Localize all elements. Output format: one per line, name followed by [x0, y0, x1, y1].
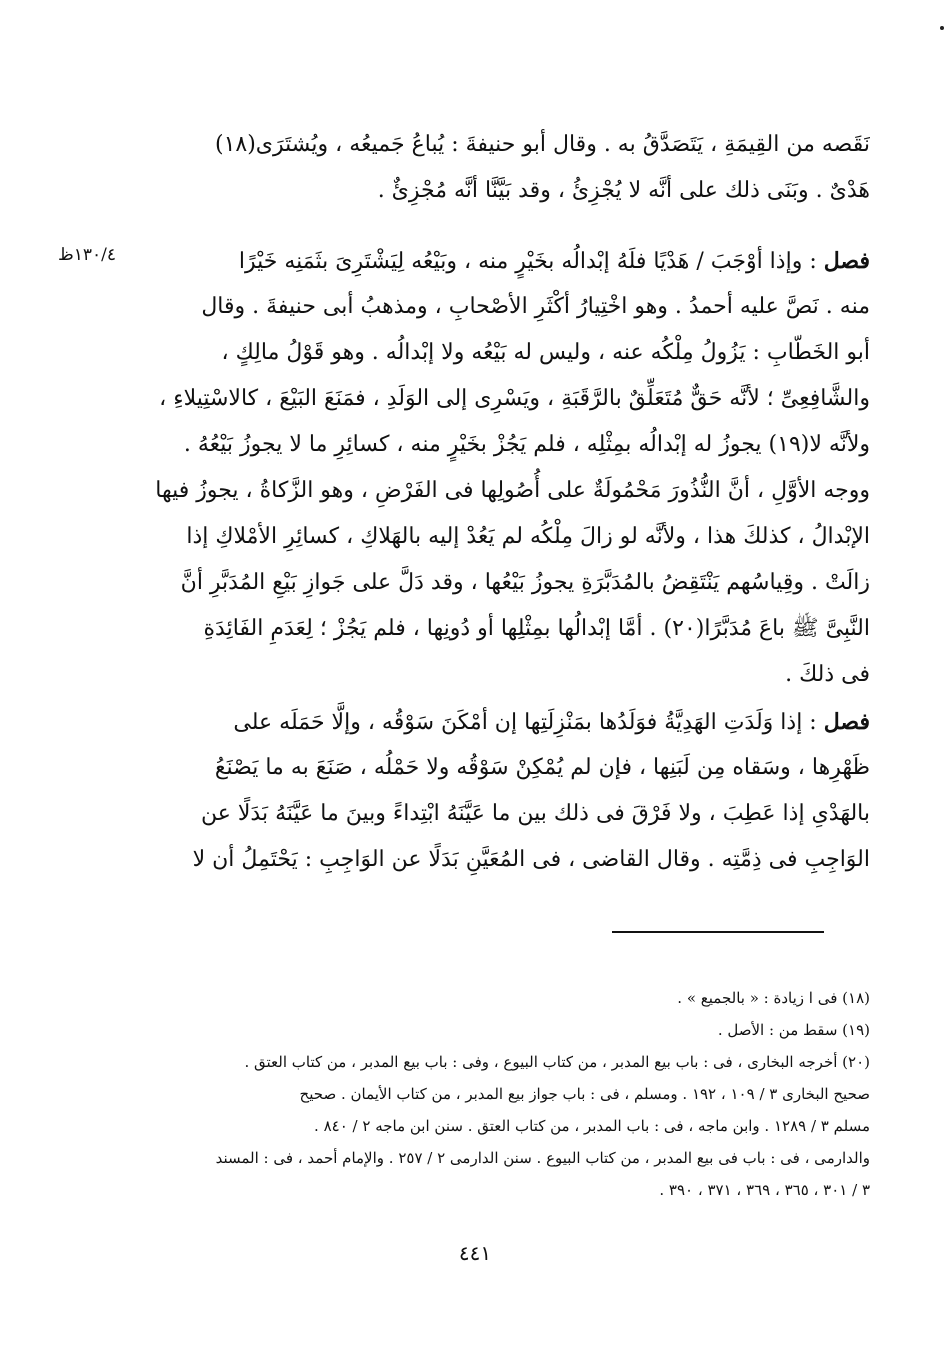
- text-line: والشَّافِعِىِّ ؛ لأنَّه حَقٌّ مُتَعَلِّقٌ بالرَّقَبَةِ ، ويَسْرِى إلى الوَلَدِ ، فمَنَعَ البَيْعَ ، كالاسْتِيلاءِ ،: [159, 386, 870, 411]
- page-number: ٤٤١: [458, 1241, 492, 1265]
- footnote-line: (٢٠) أخرجه البخارى ، فى : باب بيع المدبر ، من كتاب البيوع ، وفى : باب بيع المدبر ، من كتاب العتق .: [244, 1053, 870, 1071]
- section-heading: فصل: [823, 248, 870, 274]
- text-line: هَدْىٌ . وبَنَى ذلك على أنَّه لا يُجْزِئُ ، وقد بَيَّنَّا أنَّه مُجْزِئٌ .: [377, 178, 870, 203]
- text-line: ولأنَّه لا(١٩) يجوزُ له إبْدالُه بمِثْلِه ، فلم يَجُزْ بخَيْرٍ منه ، كسائِرِ ما لا يجوزُ بَيْعُهُ .: [183, 432, 870, 457]
- footnotes: [150, 982, 870, 1206]
- text-line: فى ذلكَ .: [785, 662, 870, 687]
- footnote-line: ٣ / ٣٠١ ، ٣٦٥ ، ٣٦٩ ، ٣٧١ ، ٣٩٠ .: [659, 1181, 870, 1199]
- text-line-rest: : وإذا أوْجَبَ / هَدْيًا فلَهُ إبْدالُه بخَيْرٍ منه ، وبَيْعُه لِيَشْتَرِىَ بثَمَنِه خَيْرًا: [238, 249, 817, 274]
- text-line: بالهَدْىِ إذا عَطِبَ ، ولا فَرْقَ فى ذلك بين ما عَيَّنَهُ ابْتِداءً وبينَ ما عَيَّنَهُ بَدَلًا عن: [200, 801, 870, 826]
- text-line: [150, 238, 870, 284]
- text-line: الإبْدالُ ، كذلكَ هذا ، ولأنَّه لو زالَ مِلْكُه لم يَعُدْ إليه بالهَلاكِ ، كسائِرِ الأمْلاكِ إذا: [186, 524, 870, 549]
- text-line: ووجه الأوَّلِ ، أنَّ النُّذُورَ مَحْمُولَةٌ على أُصُولِها فى الفَرْضِ ، وهو الزَّكاةُ ، يجوزُ فيها: [155, 478, 870, 503]
- text-line: زالَتْ . وقِياسُهم يَنْتَقِضُ بالمُدَبَّرَةِ يجوزُ بَيْعُها ، وقد دَلَّ على جَوازِ بَيْعِ المُدَبَّرِ أنَّ: [180, 570, 870, 595]
- text-line: الوَاجِبِ فى ذِمَّتِه . وقال القاضى ، فى المُعَيَّنِ بَدَلًا عن الوَاجِبِ : يَحْتَمِلُ أن لا: [192, 847, 870, 872]
- text-line: ظَهْرِها ، وسَقاه مِن لَبَنِها ، فإن لم يُمْكِنْ سَوْقُه ولا حَمْلُه ، صَنَعَ به ما يَصْنَعُ: [214, 755, 870, 780]
- paragraph-2: [150, 238, 870, 698]
- footnote-line: والدارمى ، فى : باب فى بيع المدبر ، من كتاب البيوع . سنن الدارمى ٢ / ٢٥٧ . والإمام أحمد ، فى : المسند: [215, 1149, 870, 1167]
- footnote-line: (١٩) سقط من : الأصل .: [717, 1021, 870, 1039]
- text-line-rest: : إذا وَلَدَتِ الهَدِيَّةُ فوَلَدُها بمَنْزِلَتِها إن أمْكَنَ سَوْقُه ، وإلَّا حَمَلَه على: [233, 710, 817, 735]
- text-line: نَقَصه من القِيمَةِ ، يَتَصَدَّقُ به . وقال أبو حنيفةَ : يُباعُ جَميعُه ، ويُشتَرَى(١٨): [214, 132, 870, 157]
- footnote-line: صحيح البخارى ٣ / ١٠٩ ، ١٩٢ . ومسلم ، فى : باب جواز بيع المدبر ، من كتاب الأيمان . صحيح: [299, 1085, 870, 1103]
- text-line: النَّبِىَّ ﷺ باعَ مُدَبَّرًا(٢٠) . أمَّا إبْدالُها بمِثْلِها أو دُونِها ، فلم يَجُزْ ؛ لِعَدَمِ الفَائِدَةِ: [203, 616, 870, 641]
- footnote-line: (١٨) فى ا زيادة : « بالجميع » .: [677, 989, 870, 1007]
- paragraph-1: [150, 122, 870, 214]
- text-line: منه . نَصَّ عليه أحمدُ . وهو اخْتِيارُ أكْثَرِ الأصْحابِ ، ومذهبُ أبى حنيفةَ . وقال: [201, 294, 870, 319]
- scan-dot: [940, 26, 944, 30]
- margin-folio-note: ١٣٠/٤ظ: [58, 245, 116, 265]
- section-heading: فصل: [823, 709, 870, 735]
- paragraph-3: [150, 699, 870, 883]
- text-line: أبو الخَطّابِ : يَزُولُ مِلْكُه عنه ، وليس له بَيْعُه ولا إبْدالُه . وهو قَوْلُ مالِكٍ ،: [221, 340, 870, 365]
- footnote-separator: [612, 931, 824, 933]
- text-line: [150, 699, 870, 745]
- footnote-line: مسلم ٣ / ١٢٨٩ . وابن ماجه ، فى : باب المدبر ، من كتاب العتق . سنن ابن ماجه ٢ / ٨٤٠ .: [314, 1117, 870, 1135]
